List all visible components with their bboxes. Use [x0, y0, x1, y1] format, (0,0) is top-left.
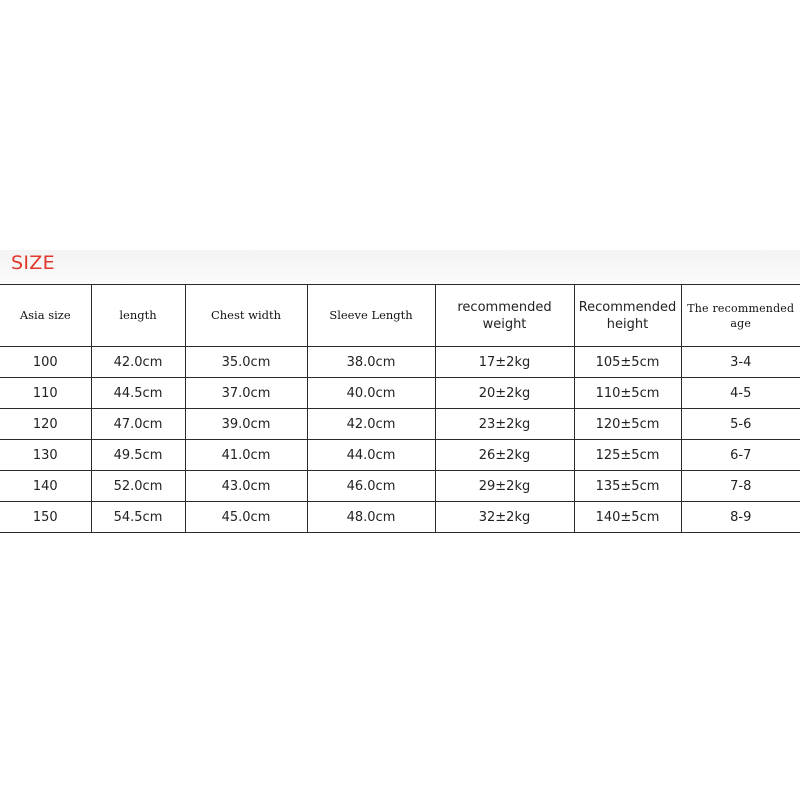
- cell-length: 54.5cm: [91, 502, 185, 533]
- table-row: [0, 378, 800, 409]
- cell-weight: 26±2kg: [435, 440, 574, 471]
- cell-height: 120±5cm: [574, 409, 681, 440]
- cell-asia-size: 120: [0, 409, 91, 440]
- cell-weight: 32±2kg: [435, 502, 574, 533]
- cell-sleeve-length: 44.0cm: [307, 440, 435, 471]
- cell-height: 105±5cm: [574, 347, 681, 378]
- cell-height: 125±5cm: [574, 440, 681, 471]
- cell-asia-size: 110: [0, 378, 91, 409]
- cell-height: 140±5cm: [574, 502, 681, 533]
- header-recommended-age: The recommended age: [681, 285, 800, 347]
- cell-age: 4-5: [681, 378, 800, 409]
- cell-sleeve-length: 40.0cm: [307, 378, 435, 409]
- cell-sleeve-length: 46.0cm: [307, 471, 435, 502]
- header-length: length: [91, 285, 185, 347]
- cell-sleeve-length: 38.0cm: [307, 347, 435, 378]
- cell-age: 8-9: [681, 502, 800, 533]
- table-row: [0, 471, 800, 502]
- header-sleeve-length: Sleeve Length: [307, 285, 435, 347]
- cell-chest-width: 41.0cm: [185, 440, 307, 471]
- cell-length: 44.5cm: [91, 378, 185, 409]
- header-recommended-weight: recommended weight: [435, 285, 574, 347]
- cell-length: 47.0cm: [91, 409, 185, 440]
- cell-chest-width: 35.0cm: [185, 347, 307, 378]
- cell-length: 42.0cm: [91, 347, 185, 378]
- table-row: [0, 347, 800, 378]
- cell-height: 135±5cm: [574, 471, 681, 502]
- cell-weight: 20±2kg: [435, 378, 574, 409]
- cell-age: 3-4: [681, 347, 800, 378]
- header-row: [0, 285, 800, 347]
- cell-chest-width: 43.0cm: [185, 471, 307, 502]
- cell-asia-size: 100: [0, 347, 91, 378]
- cell-chest-width: 39.0cm: [185, 409, 307, 440]
- cell-chest-width: 45.0cm: [185, 502, 307, 533]
- cell-length: 52.0cm: [91, 471, 185, 502]
- header-chest-width: Chest width: [185, 285, 307, 347]
- cell-asia-size: 140: [0, 471, 91, 502]
- header-asia-size: Asia size: [0, 285, 91, 347]
- cell-age: 7-8: [681, 471, 800, 502]
- cell-age: 6-7: [681, 440, 800, 471]
- table-row: [0, 409, 800, 440]
- cell-sleeve-length: 42.0cm: [307, 409, 435, 440]
- cell-weight: 23±2kg: [435, 409, 574, 440]
- cell-asia-size: 130: [0, 440, 91, 471]
- cell-height: 110±5cm: [574, 378, 681, 409]
- table-row: [0, 502, 800, 533]
- title-bar: [0, 250, 800, 284]
- cell-weight: 29±2kg: [435, 471, 574, 502]
- cell-weight: 17±2kg: [435, 347, 574, 378]
- cell-chest-width: 37.0cm: [185, 378, 307, 409]
- header-recommended-height: Recommended height: [574, 285, 681, 347]
- cell-length: 49.5cm: [91, 440, 185, 471]
- cell-sleeve-length: 48.0cm: [307, 502, 435, 533]
- table-row: [0, 440, 800, 471]
- page-title: SIZE: [11, 252, 55, 274]
- size-chart-table: [0, 284, 800, 533]
- cell-age: 5-6: [681, 409, 800, 440]
- cell-asia-size: 150: [0, 502, 91, 533]
